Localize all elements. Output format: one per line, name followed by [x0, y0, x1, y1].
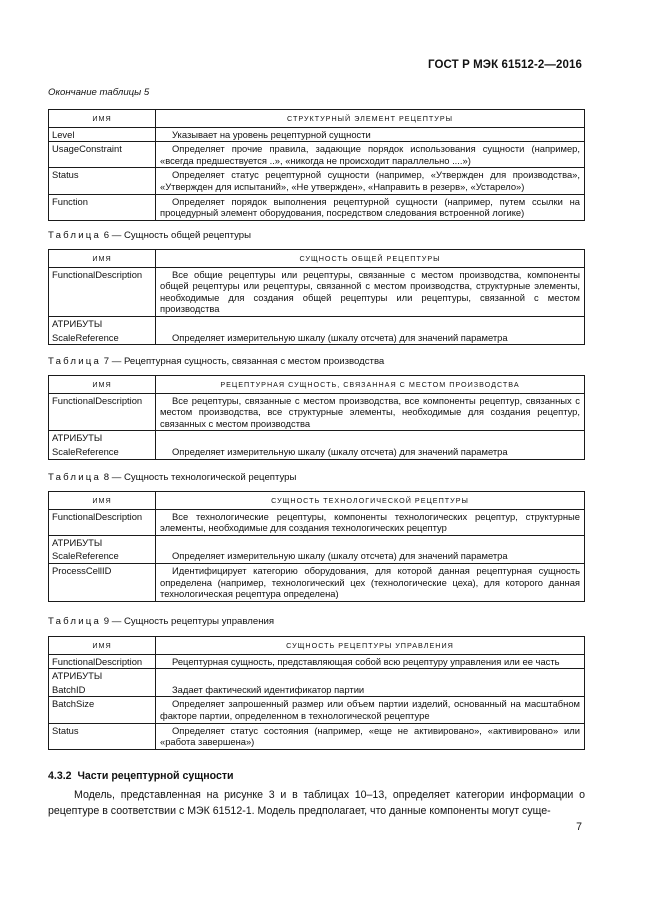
row-name: UsageConstraint	[49, 142, 156, 168]
standard-header: ГОСТ Р МЭК 61512-2—2016	[428, 59, 582, 71]
table5-col-desc: СТРУКТУРНЫЙ ЭЛЕМЕНТ РЕЦЕПТУРЫ	[156, 110, 585, 128]
table5-caption: Окончание таблицы 5	[48, 87, 150, 98]
row-desc: Идентифицирует категорию оборудования, для которой данная рецептурная сущность определена (например, технологический цех (технологические цеха), для которого данная технологическая рецептура определена)	[156, 563, 585, 601]
table8-col-name: ИМЯ	[49, 492, 156, 510]
table-row	[49, 549, 585, 563]
table-row	[49, 127, 585, 142]
table6-col-name: ИМЯ	[49, 250, 156, 268]
table-row	[49, 142, 585, 168]
section-number: 4.3.2	[48, 770, 72, 782]
table9-caption	[48, 616, 274, 628]
row-name: ProcessCellID	[49, 563, 156, 601]
row-desc: Все общие рецептуры или рецептуры, связанные с местом производства, компоненты общей рецептуры или рецептуры, связанной с местом производства, структурные элементы, необходимые для создания общей рецептуры или рецептуры, связанной с местом производства	[156, 267, 585, 316]
row-desc: Определяет измерительную шкалу (шкалу отсчета) для значений параметра	[156, 445, 585, 459]
attributes-row	[49, 669, 585, 683]
attributes-row	[49, 316, 585, 330]
table-row	[49, 723, 585, 749]
section-title: Части рецептурной сущности	[77, 770, 234, 782]
table7-col-name: ИМЯ	[49, 376, 156, 394]
row-name: BatchID	[49, 683, 156, 697]
table9-caption-label: Таблица	[48, 616, 102, 627]
row-desc: Все технологические рецептуры, компоненты технологических рецептур, структурные элементы, необходимые для создания технологических рецептур	[156, 509, 585, 535]
row-desc: Определяет статус рецептурной сущности (например, «Утвержден для производства», «Утвержден для испытаний», «Не утвержден», «Направить в резерв», «Устарело»)	[156, 168, 585, 194]
row-name: Function	[49, 194, 156, 220]
table6-caption-text: 6 — Сущность общей рецептуры	[103, 230, 252, 241]
table-row	[49, 168, 585, 194]
table6-col-desc: СУЩНОСТЬ ОБЩЕЙ РЕЦЕПТУРЫ	[156, 250, 585, 268]
row-desc: Определяет измерительную шкалу (шкалу отсчета) для значений параметра	[156, 331, 585, 345]
table7	[48, 375, 585, 460]
table-row	[49, 267, 585, 316]
table8	[48, 491, 585, 602]
row-name: FunctionalDescription	[49, 654, 156, 669]
row-desc: Определяет запрошенный размер или объем партии изделий, основанный на масштабном факторе партии, определенном в технологической рецептуре	[156, 697, 585, 723]
section-heading	[48, 770, 234, 782]
table9-col-desc: СУЩНОСТЬ РЕЦЕПТУРЫ УПРАВЛЕНИЯ	[156, 637, 585, 655]
row-name: ScaleReference	[49, 331, 156, 345]
table6-caption-label: Таблица	[48, 230, 102, 241]
attributes-label: АТРИБУТЫ	[49, 535, 156, 549]
table7-caption-label: Таблица	[48, 356, 102, 367]
table7-caption	[48, 356, 384, 368]
table6	[48, 249, 585, 345]
row-name: BatchSize	[49, 697, 156, 723]
table-row	[49, 393, 585, 431]
row-name: Status	[49, 168, 156, 194]
row-desc: Определяет порядок выполнения рецептурной сущности (например, путем ссылки на процедурный элемент оборудования, посредством следования встроенной логике)	[156, 194, 585, 220]
table9	[48, 636, 585, 750]
table8-caption-text: 8 — Сущность технологической рецептуры	[103, 472, 297, 483]
row-name: Status	[49, 723, 156, 749]
row-name: ScaleReference	[49, 445, 156, 459]
row-name: FunctionalDescription	[49, 509, 156, 535]
row-desc: Определяет измерительную шкалу (шкалу отсчета) для значений параметра	[156, 549, 585, 563]
table6-caption	[48, 230, 251, 242]
table7-caption-text: 7 — Рецептурная сущность, связанная с местом производства	[103, 356, 385, 367]
attributes-row	[49, 431, 585, 445]
row-desc: Определяет статус состояния (например, «еще не активировано», «активировано» или «работа завершена»)	[156, 723, 585, 749]
table-row	[49, 563, 585, 601]
table5-col-name: ИМЯ	[49, 110, 156, 128]
row-desc: Рецептурная сущность, представляющая собой всю рецептуру управления или ее часть	[156, 654, 585, 669]
body-paragraph: Модель, представленная на рисунке 3 и в таблицах 10–13, определяет категории информации о рецептуре в соответствии с МЭК 61512-1. Модель предполагает, что данные компоненты могут суще-	[48, 789, 585, 817]
table9-caption-text: 9 — Сущность рецептуры управления	[103, 616, 275, 627]
attributes-label: АТРИБУТЫ	[49, 431, 156, 445]
row-name: Level	[49, 127, 156, 142]
attributes-label: АТРИБУТЫ	[49, 669, 156, 683]
table9-col-name: ИМЯ	[49, 637, 156, 655]
row-name: ScaleReference	[49, 549, 156, 563]
table8-caption	[48, 472, 296, 484]
table8-col-desc: СУЩНОСТЬ ТЕХНОЛОГИЧЕСКОЙ РЕЦЕПТУРЫ	[156, 492, 585, 510]
table-row	[49, 509, 585, 535]
attributes-row	[49, 535, 585, 549]
row-desc: Задает фактический идентификатор партии	[156, 683, 585, 697]
table8-caption-label: Таблица	[48, 472, 102, 483]
table-row	[49, 194, 585, 220]
row-desc: Определяет прочие правила, задающие порядок использования сущности (например, «всегда предшествуется ..», «никогда не происходит параллельно ....»)	[156, 142, 585, 168]
table-row	[49, 697, 585, 723]
table-row	[49, 683, 585, 697]
table-row	[49, 654, 585, 669]
row-desc: Указывает на уровень рецептурной сущности	[156, 127, 585, 142]
page-number: 7	[576, 821, 582, 833]
table7-col-desc: РЕЦЕПТУРНАЯ СУЩНОСТЬ, СВЯЗАННАЯ С МЕСТОМ ПРОИЗВОДСТВА	[156, 376, 585, 394]
row-desc: Все рецептуры, связанные с местом производства, все компоненты рецептур, связанных с местом производства, все структурные элементы, необходимые для создания рецептур, связанных с местом производства	[156, 393, 585, 431]
row-name: FunctionalDescription	[49, 267, 156, 316]
table-row	[49, 445, 585, 459]
table-row	[49, 331, 585, 345]
table5	[48, 109, 585, 221]
attributes-label: АТРИБУТЫ	[49, 316, 156, 330]
row-name: FunctionalDescription	[49, 393, 156, 431]
